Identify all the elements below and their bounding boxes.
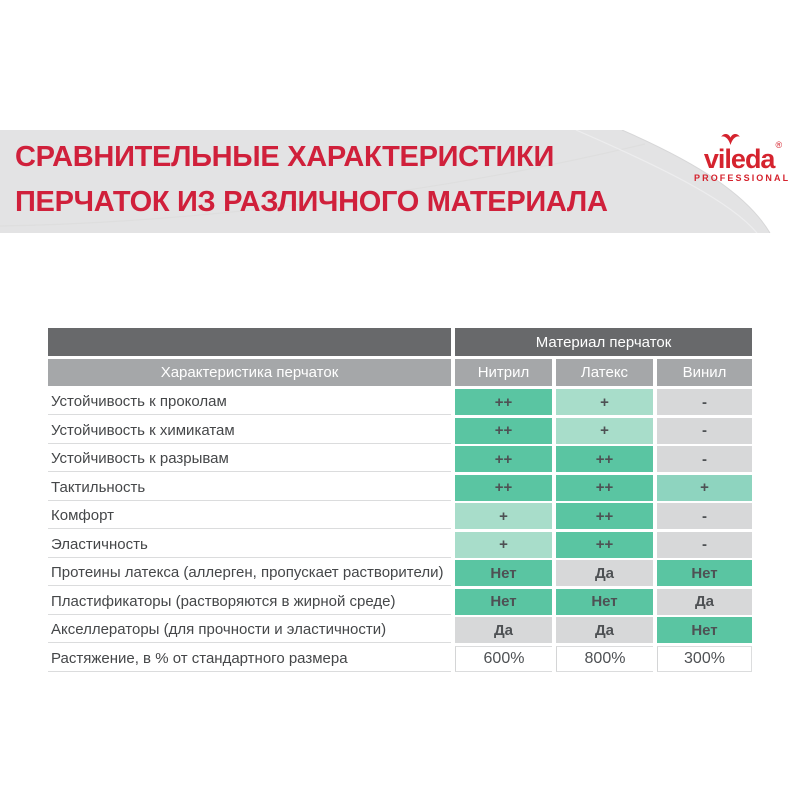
title-banner bbox=[0, 130, 800, 233]
value-cell: Нет bbox=[657, 560, 752, 586]
table-row bbox=[48, 617, 752, 643]
value-cell: ++ bbox=[455, 418, 552, 444]
table-column-header-row bbox=[48, 359, 752, 386]
table-body bbox=[48, 389, 752, 672]
table-row bbox=[48, 532, 752, 558]
row-label: Пластификаторы (растворяются в жирной среде) bbox=[48, 589, 451, 615]
column-header-latex: Латекс bbox=[556, 359, 653, 386]
column-header-vinyl: Винил bbox=[657, 359, 752, 386]
row-label: Протеины латекса (аллерген, пропускает растворители) bbox=[48, 560, 451, 586]
value-cell: - bbox=[657, 446, 752, 472]
value-cell: Да bbox=[455, 617, 552, 643]
value-cell: Да bbox=[657, 589, 752, 615]
value-cell: ++ bbox=[455, 475, 552, 501]
value-cell: + bbox=[657, 475, 752, 501]
table-row bbox=[48, 503, 752, 529]
value-cell: Нет bbox=[455, 589, 552, 615]
value-cell: Да bbox=[556, 560, 653, 586]
table-row bbox=[48, 475, 752, 501]
row-label: Устойчивость к проколам bbox=[48, 389, 451, 415]
row-label: Устойчивость к химикатам bbox=[48, 418, 451, 444]
value-cell: 800% bbox=[556, 646, 653, 672]
value-cell: - bbox=[657, 418, 752, 444]
row-label: Эластичность bbox=[48, 532, 451, 558]
value-cell: ++ bbox=[556, 475, 653, 501]
row-label: Растяжение, в % от стандартного размера bbox=[48, 646, 451, 672]
value-cell: - bbox=[657, 503, 752, 529]
value-cell: + bbox=[556, 389, 653, 415]
table-row bbox=[48, 589, 752, 615]
row-label: Комфорт bbox=[48, 503, 451, 529]
value-cell: Нет bbox=[455, 560, 552, 586]
table-row bbox=[48, 389, 752, 415]
value-cell: - bbox=[657, 389, 752, 415]
value-cell: 600% bbox=[455, 646, 552, 672]
logo-brand-word: vileda bbox=[703, 144, 775, 174]
row-label: Тактильность bbox=[48, 475, 451, 501]
table-group-header-row bbox=[48, 328, 752, 356]
logo-subtitle: PROFESSIONAL bbox=[694, 173, 791, 183]
comparison-table bbox=[48, 328, 752, 672]
value-cell: Нет bbox=[556, 589, 653, 615]
group-header-spacer bbox=[48, 328, 451, 356]
row-label: Акселлераторы (для прочности и эластичности) bbox=[48, 617, 451, 643]
value-cell: ++ bbox=[556, 503, 653, 529]
table-row bbox=[48, 560, 752, 586]
value-cell: ++ bbox=[455, 446, 552, 472]
table-row bbox=[48, 646, 752, 672]
table-row bbox=[48, 446, 752, 472]
registered-mark: ® bbox=[775, 140, 782, 150]
vileda-logo bbox=[694, 132, 790, 183]
value-cell: ++ bbox=[556, 532, 653, 558]
page-title-line1: СРАВНИТЕЛЬНЫЕ ХАРАКТЕРИСТИКИ bbox=[15, 141, 555, 173]
row-label: Устойчивость к разрывам bbox=[48, 446, 451, 472]
value-cell: + bbox=[455, 503, 552, 529]
group-header-cell: Материал перчаток bbox=[455, 328, 752, 356]
table-row bbox=[48, 418, 752, 444]
value-cell: + bbox=[455, 532, 552, 558]
page-title bbox=[15, 135, 608, 225]
value-cell: ++ bbox=[455, 389, 552, 415]
logo-brand-text bbox=[694, 140, 790, 174]
value-cell: 300% bbox=[657, 646, 752, 672]
value-cell: Да bbox=[556, 617, 653, 643]
column-header-characteristic: Характеристика перчаток bbox=[48, 359, 451, 386]
value-cell: ++ bbox=[556, 446, 653, 472]
page-title-line2: ПЕРЧАТОК ИЗ РАЗЛИЧНОГО МАТЕРИАЛА bbox=[15, 186, 608, 218]
value-cell: - bbox=[657, 532, 752, 558]
column-header-nitrile: Нитрил bbox=[455, 359, 552, 386]
value-cell: + bbox=[556, 418, 653, 444]
value-cell: Нет bbox=[657, 617, 752, 643]
